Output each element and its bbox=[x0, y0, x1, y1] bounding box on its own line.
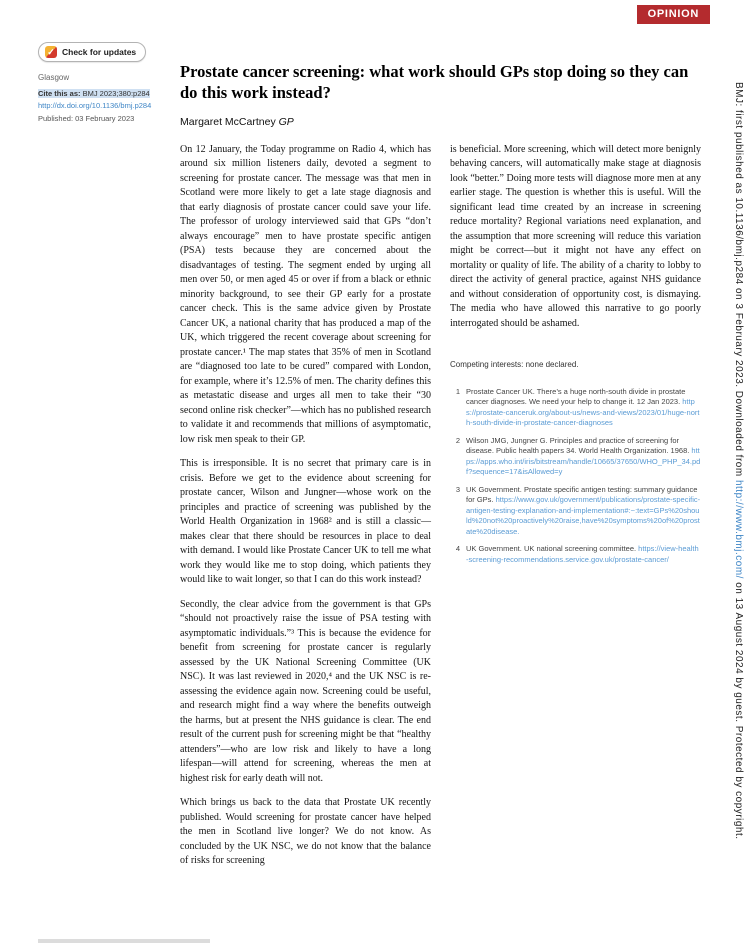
reference-text: Wilson JMG, Jungner G. Principles and practice of screening for disease. Public health papers 34. World Health Organization. 1968. bbox=[466, 435, 692, 456]
reference-text: UK Government. Prostate specific antigen testing: summary guidance for GPs. bbox=[466, 484, 698, 505]
reference-item bbox=[450, 387, 701, 429]
doi-link[interactable]: http://dx.doi.org/10.1136/bmj.p284 bbox=[38, 101, 152, 111]
competing-interests: Competing interests: none declared. bbox=[450, 360, 579, 370]
check-for-updates-button[interactable] bbox=[38, 42, 146, 62]
reference-text: UK Government. UK national screening committee. bbox=[466, 544, 639, 554]
reference-number: 3 bbox=[455, 484, 460, 494]
author-name: Margaret McCartney bbox=[180, 115, 276, 128]
reference-list bbox=[450, 387, 701, 566]
published-date: Published: 03 February 2023 bbox=[38, 113, 135, 123]
reference-number: 1 bbox=[455, 386, 460, 396]
opinion-banner: OPINION bbox=[637, 5, 710, 24]
byline bbox=[180, 116, 702, 128]
location-label: Glasgow bbox=[38, 73, 70, 82]
copyright-sidebar-text-pre: BMJ: first published as 10.1136/bmj.p284 on 3 February 2023. Downloaded from bbox=[733, 82, 744, 480]
body-column-2 bbox=[450, 143, 701, 573]
body-paragraph: is beneficial. More screening, which will detect more benignly behaving cancers, will automatically make stage at diagnosis look “better.” Doing more tests will diagnose more men at any earlier stage. The question is whether this is useful. Will the significant lead time created by an increase in screening reduce mortality? Regional variations need explanation, and the assumption that more screening will reduce this variation might be correct—but it might not have any effect on mortality or quality of life. The ability of a charity to lobby to direct the activity of general practice, against NHS guidance and without consideration of opportunity cost, is dismaying. The media who have allowed this narrative to go poorly interrogated should be ashamed. bbox=[450, 143, 701, 329]
body-column-2-paragraphs bbox=[450, 143, 701, 332]
author-role: GP bbox=[278, 115, 294, 128]
check-for-updates-label: Check for updates bbox=[62, 47, 137, 57]
cite-as bbox=[38, 89, 150, 98]
reference-item bbox=[450, 485, 701, 538]
article-title: Prostate cancer screening: what work should GPs stop doing so they can do this work instead? bbox=[180, 62, 689, 102]
reference-item bbox=[450, 436, 701, 478]
reference-link[interactable]: https://www.gov.uk/government/publications/prostate-specific-antigen-testing-explanation-and-implementation#:~:text=GPs%20should%20not%20proactively%20raise,have%20symptoms%20of%20prostate%20disease. bbox=[466, 495, 701, 536]
metadata-rail bbox=[38, 42, 176, 124]
page-footer-cropped bbox=[38, 939, 210, 943]
cite-as-label: Cite this as: bbox=[38, 89, 81, 98]
cite-as-value: BMJ 2023;380:p284 bbox=[80, 89, 150, 98]
reference-body bbox=[466, 544, 701, 565]
copyright-sidebar-text-post: on 13 August 2024 by guest. Protected by copyright. bbox=[733, 578, 744, 840]
reference-link[interactable]: https://view-health-screening-recommendations.service.gov.uk/prostate-cancer/ bbox=[466, 544, 699, 564]
reference-link[interactable]: https://prostate-canceruk.org/about-us/news-and-views/2023/01/huge-north-south-divide-in-prostate-cancer-diagnoses bbox=[466, 397, 700, 428]
reference-text: Prostate Cancer UK. There’s a huge north-south divide in prostate cancer diagnoses. We need your help to change it. 12 Jan 2023. bbox=[466, 386, 686, 407]
reference-number: 2 bbox=[455, 435, 460, 445]
article-main bbox=[180, 62, 702, 879]
crossmark-icon: ✓ bbox=[45, 46, 57, 58]
reference-item bbox=[450, 544, 701, 565]
body-paragraph: This is irresponsible. It is no secret that primary care is in crisis. Before we get to the evidence about screening for prostate cancer, Wilson and Jungner—whose work on the principles and practice of screening was published by the World Health Organization in 1968² and is still a classic—makes clear that there should be resources in place to deal with demand. I would like Prostate Cancer UK to tell me what work they would like me to stop doing, which patients they would like to wait longer, so that I can do this work instead? bbox=[180, 458, 431, 586]
body-columns bbox=[180, 143, 702, 879]
reference-number: 4 bbox=[455, 544, 460, 554]
copyright-sidebar bbox=[733, 82, 744, 942]
body-paragraph: Secondly, the clear advice from the government is that GPs “should not proactively raise the issue of PSA testing with asymptomatic individuals.”³ This is because the evidence for benefit from screening for prostate cancer is regularly assessed by the UK National Screening Committee (UK NSC). It was last reviewed in 2020,⁴ and the UK NSC is re-assessing the evidence again now. Screening could be useful, and research might find a way where the benefits outweigh the harms, but at present the NHS guidance is clear. The end result of the current push for screening might be that “healthy attenders”—who are low risk and likely to have a long lifespan—will attend for screening, whereas the men at highest risk for early death will not. bbox=[180, 598, 431, 784]
reference-link[interactable]: https://apps.who.int/iris/bitstream/handle/10665/37650/WHO_PHP_34.pdf?sequence=17&isAllowed=y bbox=[466, 446, 701, 477]
reference-body bbox=[466, 387, 701, 429]
reference-body bbox=[466, 436, 701, 478]
citation-block bbox=[38, 88, 176, 124]
body-paragraph: On 12 January, the Today programme on Radio 4, which has around six million listeners daily, devoted a segment to screening for prostate cancer. The message was that men in Scotland were more likely to get a late stage diagnosis and that early diagnosis of prostate cancer could save your life. The professor of urology interviewed said that GPs “don’t always encourage” men to have prostate specific antigen (PSA) tests because they are concerned about the disadvantages of testing. The segment ended by urging all men over 50, or men aged 45 or over if from a black or ethnic minority background, to see their GP early for a prostate cancer check. This is the same advice given by Prostate Cancer UK, a national charity that has produced a map of the UK, which triggered the recent coverage about screening for prostate cancer.¹ The map states that 35% of men in Scotland are “diagnosed too late to be cured” compared with London, for example, where it’s 12.5% of men. The charity defines this as metastatic disease and urges all men to take their “30 second online risk checker”—which has no published research to validate it and recommends that millions of asymptomatic, low risk men speak to their GP. bbox=[180, 143, 431, 445]
reference-body bbox=[466, 485, 701, 538]
bmj-site-link[interactable]: http://www.bmj.com/ bbox=[733, 479, 744, 579]
body-column-1 bbox=[180, 143, 431, 879]
body-paragraph: Which brings us back to the data that Prostate UK recently published. Would screening for prostate cancer have helped the men in Scotland live longer? We do not know. As concluded by the UK NSC, we do not know that the balance of risks for screening bbox=[180, 797, 431, 867]
